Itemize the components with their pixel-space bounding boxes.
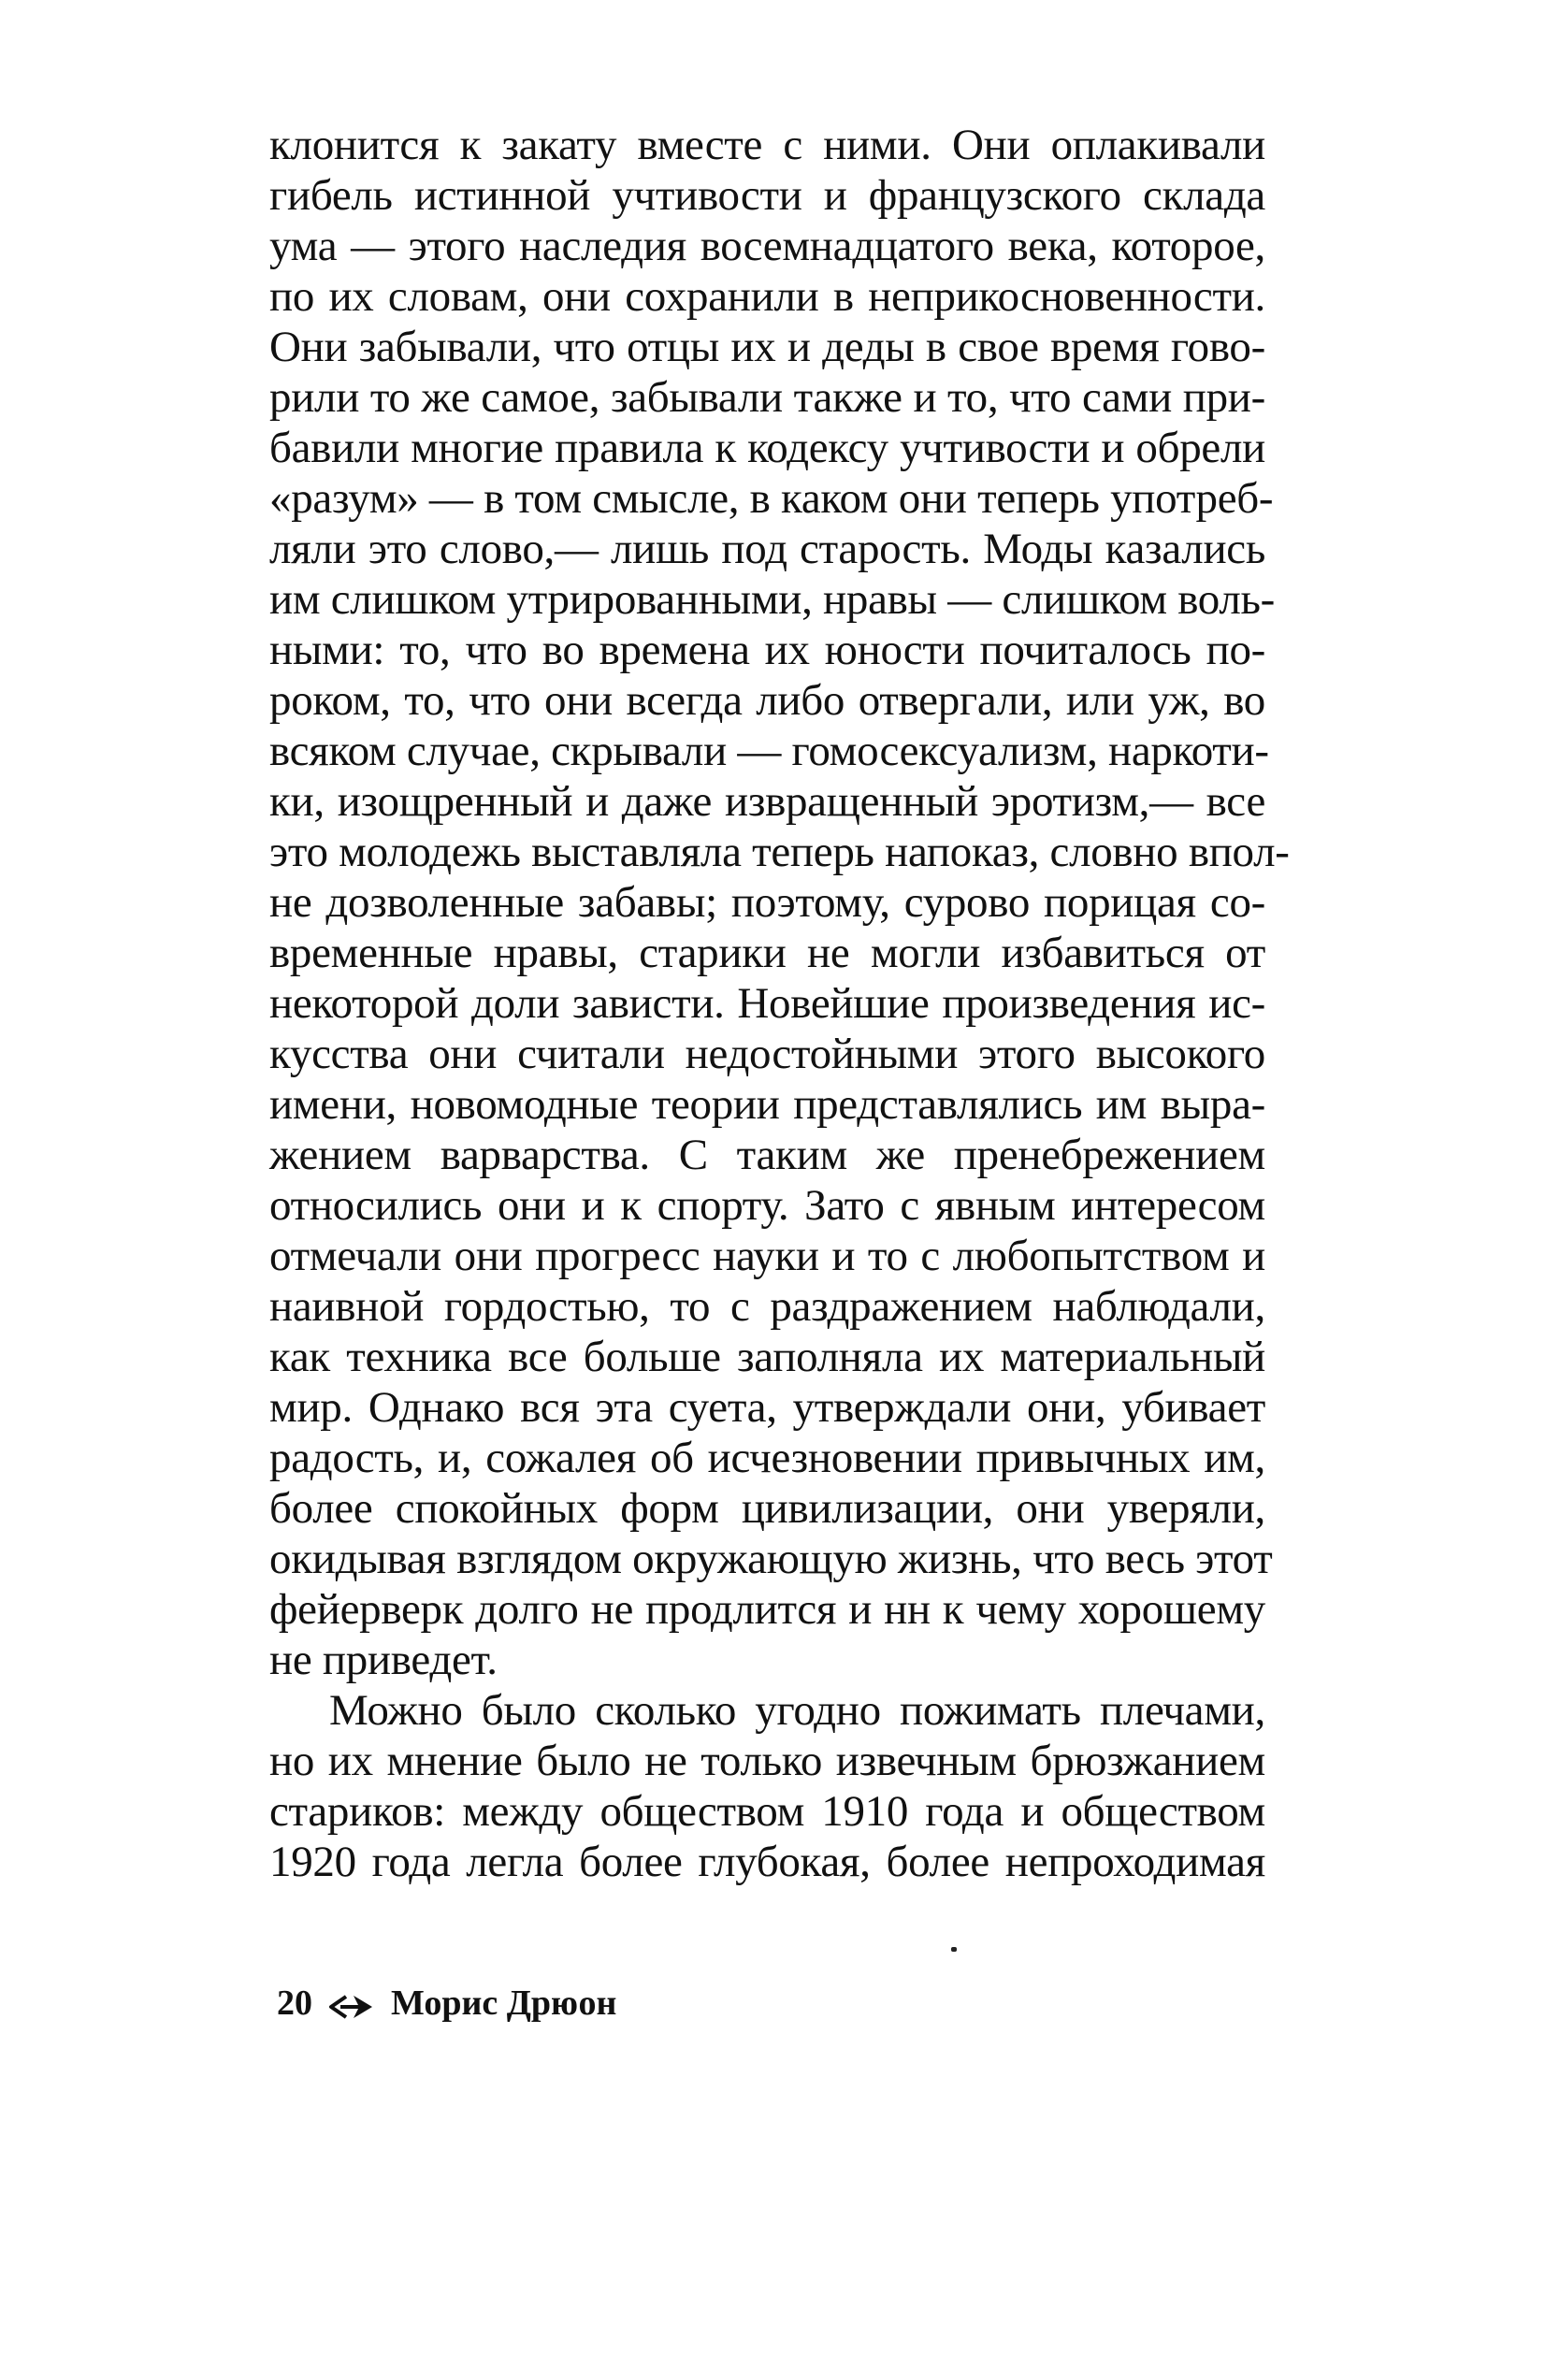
text-line: фейерверк долго не продлится и нн к чему хорошему	[269, 1585, 1265, 1634]
text-line: стариков: между обществом 1910 года и обществом	[269, 1787, 1265, 1836]
page-number: 20	[277, 1983, 312, 2023]
text-line: Можно было сколько угодно пожимать плечами,	[329, 1686, 1265, 1735]
text-line: радость, и, сожалея об исчезновении привычных им,	[269, 1434, 1265, 1482]
text-line: всяком случае, скрывали — гомосексуализм, наркоти-	[269, 727, 1269, 775]
text-line: бавили многие правила к кодексу учтивости и обрели	[269, 424, 1265, 472]
paragraph-1	[269, 120, 1290, 1685]
book-page-text	[269, 120, 1290, 1887]
paragraph-2	[269, 1685, 1265, 1887]
text-line: не дозволенные забавы; поэтому, сурово порицая со-	[269, 878, 1265, 927]
text-line: временные нравы, старики не могли избавиться от	[269, 929, 1265, 977]
text-line: это молодежь выставляла теперь напоказ, словно впол-	[269, 828, 1290, 876]
text-line: клонится к закату вместе с ними. Они оплакивали	[269, 121, 1265, 169]
text-line: ки, изощренный и даже извращенный эротизм,— все	[269, 777, 1265, 826]
text-line: «разум» — в том смысле, в каком они теперь употреб-	[269, 474, 1274, 523]
text-line: 1920 года легла более глубокая, более непроходимая	[269, 1838, 1265, 1886]
double-arrow-ornament-icon	[325, 1989, 378, 2017]
text-line: ума — этого наследия восемнадцатого века, которое,	[269, 222, 1265, 270]
text-line: рили то же самое, забывали также и то, что сами при-	[269, 373, 1265, 422]
text-line: им слишком утрированными, нравы — слишком воль-	[269, 575, 1276, 624]
text-line: Они забывали, что отцы их и деды в свое время гово-	[269, 323, 1265, 371]
text-line: роком, то, что они всегда либо отвергали, или уж, во	[269, 676, 1265, 725]
text-line: как техника все больше заполняла их материальный	[269, 1333, 1265, 1381]
text-line: наивной гордостью, то с раздражением наблюдали,	[269, 1282, 1265, 1331]
text-line: более спокойных форм цивилизации, они уверяли,	[269, 1484, 1265, 1533]
text-line: относились они и к спорту. Зато с явным интересом	[269, 1181, 1265, 1230]
text-line: жением варварства. С таким же пренебрежением	[269, 1131, 1265, 1179]
text-line: мир. Однако вся эта суета, утверждали они, убивает	[269, 1383, 1265, 1432]
text-line: ными: то, что во времена их юности почиталось по-	[269, 626, 1265, 674]
text-line: отмечали они прогресс науки и то с любопытством и	[269, 1232, 1265, 1280]
text-line: но их мнение было не только извечным брюзжанием	[269, 1737, 1265, 1785]
author-name: Морис Дрюон	[391, 1983, 617, 2023]
text-line: ляли это слово,— лишь под старость. Моды казались	[269, 525, 1265, 573]
text-line: кусства они считали недостойными этого высокого	[269, 1030, 1265, 1078]
text-line: гибель истинной учтивости и французского склада	[269, 171, 1265, 220]
text-line: некоторой доли зависти. Новейшие произведения ис-	[269, 979, 1265, 1028]
print-speck	[951, 1947, 957, 1952]
text-line: по их словам, они сохранили в неприкосновенности.	[269, 272, 1265, 321]
text-line: окидывая взглядом окружающую жизнь, что весь этот	[269, 1535, 1273, 1583]
page-footer	[277, 1983, 616, 2024]
text-line: не приведет.	[269, 1636, 498, 1684]
text-line: имени, новомодные теории представлялись им выра-	[269, 1080, 1265, 1129]
